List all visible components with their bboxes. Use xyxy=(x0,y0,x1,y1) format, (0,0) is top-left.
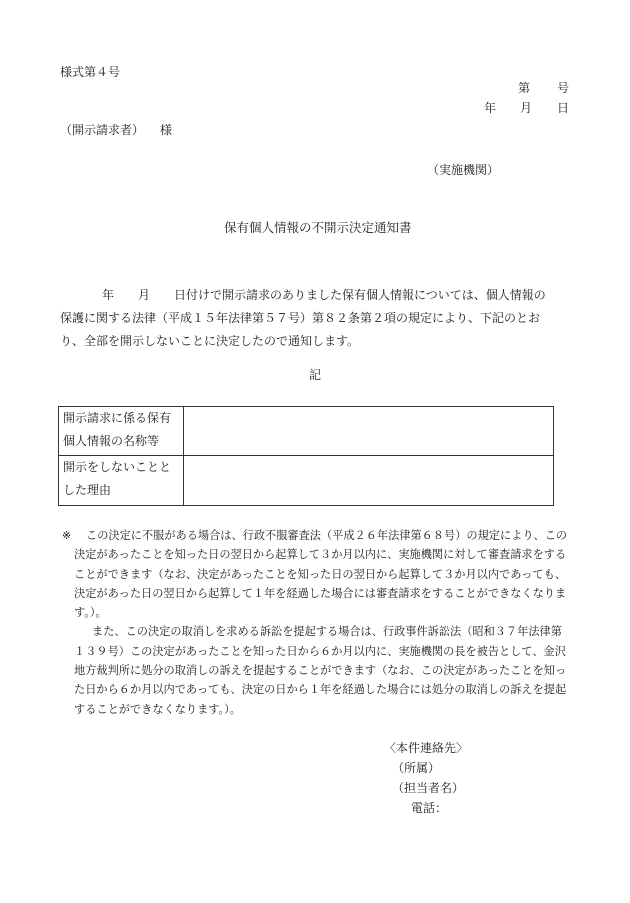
table-label-cell xyxy=(59,407,184,456)
row1-label-line-1: 開示請求に係る保有 xyxy=(63,411,172,425)
contact-person: （担当者名） xyxy=(392,781,465,795)
body-line-1-text: 日付けで開示請求のありました保有個人情報については、個人情報の xyxy=(174,288,546,302)
date-month: 月 xyxy=(520,101,533,115)
note-line: 決定があった日の翌日から起算して１年を経過した場合には審査請求をすることができなくなりま xyxy=(74,586,567,600)
body-line-2: 保護に関する法律（平成１５年法律第５７号）第８２条第２項の規定により、下記のとお xyxy=(60,311,541,325)
date-year: 年 xyxy=(484,101,497,115)
body-date-year: 年 xyxy=(102,288,115,302)
info-table xyxy=(58,406,554,506)
note-line: 地方裁判所に処分の取消しの訴えを提起することができます（なお、この決定があったことを知っ xyxy=(74,664,567,678)
body-line-3: り、全部を開示しないことに決定したので通知します。 xyxy=(60,334,360,348)
row2-label-line-1: 開示をしないことと xyxy=(63,460,172,474)
note-line: す。）。 xyxy=(74,606,107,620)
table-row xyxy=(59,407,554,456)
table-label-cell xyxy=(59,456,184,506)
note-line: この決定に不服がある場合は、行政不服審査法（平成２６年法律第６８号）の規定により、この xyxy=(86,529,568,542)
requester-name: （開示請求者） xyxy=(60,123,145,137)
requester-sama: 様 xyxy=(160,123,173,137)
doc-number-go: 号 xyxy=(557,81,570,95)
body-paragraph xyxy=(60,284,560,353)
doc-number-dai: 第 xyxy=(518,81,531,95)
document-title: 保有個人情報の不開示決定通知書 xyxy=(224,220,412,235)
note-line: た日から６か月以内であっても、決定の日から１年を経過した場合には処分の取消しの訴えを提起 xyxy=(74,683,567,697)
agency-name: （実施機関） xyxy=(427,163,500,177)
note-line: また、この決定の取消しを求める訴訟を提起する場合は、行政事件訴訟法（昭和３７年法律第 xyxy=(92,625,562,639)
ki-heading: 記 xyxy=(309,368,322,382)
note-line: 決定があったことを知った日の翌日から起算して３か月以内に、実施機関に対して審査請求をする xyxy=(74,548,567,562)
form-number: 様式第４号 xyxy=(60,65,121,79)
table-row xyxy=(59,456,554,506)
row1-label-line-2: 個人情報の名称等 xyxy=(63,434,160,448)
row2-value-cell xyxy=(184,456,554,506)
note-line: ことができます（なお、決定があったことを知った日の翌日から起算して３か月以内であっても、 xyxy=(74,567,567,581)
body-date-month: 月 xyxy=(138,288,151,302)
contact-phone: 電話： xyxy=(411,801,448,815)
body-line-1 xyxy=(60,284,560,307)
row1-value-cell xyxy=(184,407,554,456)
note-line: することができなくなります。）。 xyxy=(74,702,241,716)
date-day: 日 xyxy=(557,101,570,115)
notes-block xyxy=(62,526,572,719)
contact-heading: 〈本件連絡先〉 xyxy=(384,741,469,755)
note-mark: ※ xyxy=(62,529,72,542)
contact-affiliation: （所属） xyxy=(392,761,441,775)
row2-label-line-2: した理由 xyxy=(63,483,112,497)
note-line: １３９号）この決定があったことを知った日から６か月以内に、実施機関の長を被告として、金沢 xyxy=(74,644,566,658)
